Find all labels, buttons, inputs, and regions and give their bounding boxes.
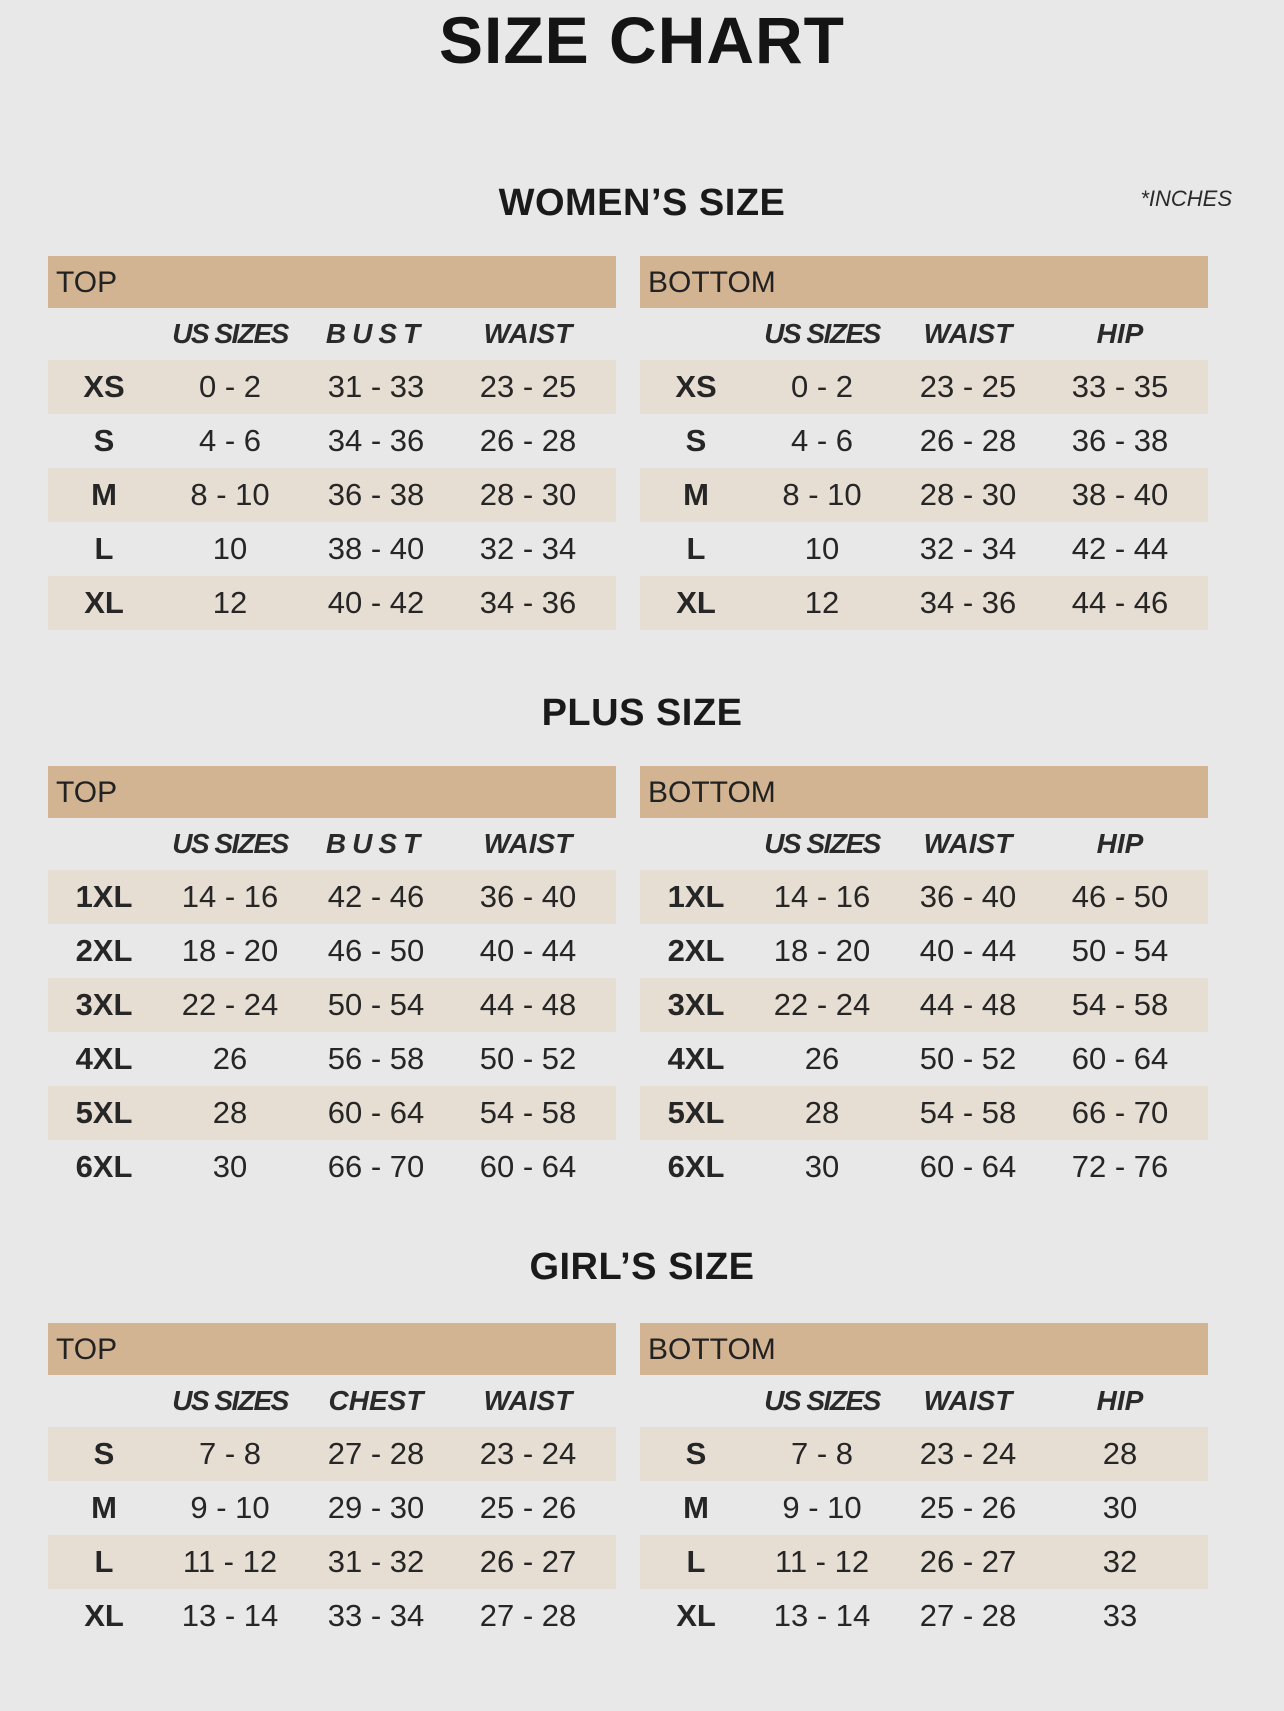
measurement-cell: 60 - 64 xyxy=(479,1149,577,1184)
measurement-cell: 60 - 64 xyxy=(919,1149,1017,1184)
plus-bottom-table xyxy=(640,766,1208,1194)
measurement-cell: 42 - 44 xyxy=(1071,531,1169,566)
size-label: 3XL xyxy=(75,987,133,1022)
measurement-cell: 34 - 36 xyxy=(479,585,577,620)
measurement-cell: 27 - 28 xyxy=(479,1598,577,1633)
womens-bottom-table xyxy=(640,256,1208,630)
table-row xyxy=(48,1140,616,1194)
measurement-cell: 33 xyxy=(1102,1598,1138,1633)
size-label: S xyxy=(685,1436,707,1471)
page-title: SIZE CHART xyxy=(439,3,845,77)
measurement-cell: 66 - 70 xyxy=(1071,1095,1169,1130)
measurement-cell: 11 - 12 xyxy=(774,1544,870,1579)
measurement-cell: 34 - 36 xyxy=(919,585,1017,620)
measurement-cell: 26 xyxy=(212,1041,248,1076)
table-row xyxy=(640,1032,1208,1086)
table-row xyxy=(640,468,1208,522)
column-header: WAIST xyxy=(923,828,1013,859)
measurement-cell: 9 - 10 xyxy=(190,1490,270,1525)
table-row xyxy=(640,1589,1208,1643)
size-label: S xyxy=(685,423,707,458)
table-row xyxy=(640,522,1208,576)
column-header: WAIST xyxy=(483,828,573,859)
column-header: HIP xyxy=(1096,828,1144,859)
size-label: 4XL xyxy=(667,1041,725,1076)
column-header: HIP xyxy=(1096,1385,1144,1416)
table-row xyxy=(48,1535,616,1589)
measurement-cell: 13 - 14 xyxy=(773,1598,871,1633)
measurement-cell: 9 - 10 xyxy=(782,1490,862,1525)
measurement-cell: 27 - 28 xyxy=(919,1598,1017,1633)
measurement-cell: 4 - 6 xyxy=(790,423,854,458)
measurement-cell: 46 - 50 xyxy=(327,933,425,968)
table-row xyxy=(640,1481,1208,1535)
measurement-cell: 50 - 54 xyxy=(327,987,425,1022)
measurement-cell: 28 xyxy=(804,1095,840,1130)
measurement-cell: 54 - 58 xyxy=(479,1095,577,1130)
womens-top-table xyxy=(48,256,616,630)
measurement-cell: 46 - 50 xyxy=(1071,879,1169,914)
measurement-cell: 34 - 36 xyxy=(327,423,425,458)
size-label: M xyxy=(91,477,117,512)
measurement-cell: 14 - 16 xyxy=(181,879,279,914)
table-row xyxy=(640,360,1208,414)
measurement-cell: 7 - 8 xyxy=(198,1436,262,1471)
size-label: 2XL xyxy=(667,933,725,968)
size-label: 3XL xyxy=(667,987,725,1022)
girls-top-table xyxy=(48,1323,616,1643)
measurement-cell: 60 - 64 xyxy=(327,1095,425,1130)
table-section-header: TOP xyxy=(48,256,616,308)
measurement-cell: 33 - 34 xyxy=(327,1598,425,1633)
measurement-cell: 28 - 30 xyxy=(479,477,577,512)
girls-section-title: GIRL’S SIZE xyxy=(529,1246,755,1288)
measurement-cell: 60 - 64 xyxy=(1071,1041,1169,1076)
size-label: L xyxy=(94,1544,114,1579)
column-header: US SIZES xyxy=(764,828,880,859)
measurement-cell: 40 - 44 xyxy=(479,933,577,968)
measurement-cell: 27 - 28 xyxy=(327,1436,425,1471)
measurement-cell: 30 xyxy=(804,1149,840,1184)
measurement-cell: 32 - 34 xyxy=(919,531,1017,566)
measurement-cell: 29 - 30 xyxy=(327,1490,425,1525)
measurement-cell: 30 xyxy=(212,1149,248,1184)
column-header-row xyxy=(640,818,1208,870)
measurement-cell: 8 - 10 xyxy=(190,477,270,512)
measurement-cell: 36 - 38 xyxy=(327,477,425,512)
size-label: M xyxy=(91,1490,117,1525)
column-header: CHEST xyxy=(328,1385,424,1416)
column-header-row xyxy=(48,1375,616,1427)
table-row xyxy=(640,1086,1208,1140)
column-header: WAIST xyxy=(483,1385,573,1416)
measurement-cell: 50 - 52 xyxy=(919,1041,1017,1076)
size-label: S xyxy=(93,423,115,458)
plus-top-table xyxy=(48,766,616,1194)
measurement-cell: 40 - 44 xyxy=(919,933,1017,968)
measurement-cell: 4 - 6 xyxy=(198,423,262,458)
measurement-cell: 22 - 24 xyxy=(181,987,279,1022)
measurement-cell: 18 - 20 xyxy=(181,933,279,968)
measurement-cell: 28 xyxy=(1102,1436,1138,1471)
size-label: 6XL xyxy=(75,1149,133,1184)
table-row xyxy=(640,1427,1208,1481)
measurement-cell: 30 xyxy=(1102,1490,1138,1525)
measurement-cell: 23 - 24 xyxy=(919,1436,1017,1471)
units-note: *INCHES xyxy=(1140,186,1232,211)
table-section-header: TOP xyxy=(48,766,616,818)
measurement-cell: 42 - 46 xyxy=(327,879,425,914)
size-label: L xyxy=(686,531,706,566)
measurement-cell: 11 - 12 xyxy=(182,1544,278,1579)
table-row xyxy=(640,576,1208,630)
size-label: XL xyxy=(84,585,124,620)
size-label: M xyxy=(683,477,709,512)
column-header: US SIZES xyxy=(764,318,880,349)
size-label: 6XL xyxy=(667,1149,725,1184)
measurement-cell: 10 xyxy=(804,531,840,566)
column-header: HIP xyxy=(1096,318,1144,349)
measurement-cell: 36 - 38 xyxy=(1071,423,1169,458)
measurement-cell: 12 xyxy=(804,585,840,620)
column-header: WAIST xyxy=(483,318,573,349)
table-row xyxy=(48,1481,616,1535)
measurement-cell: 25 - 26 xyxy=(919,1490,1017,1525)
table-row xyxy=(640,978,1208,1032)
table-row xyxy=(48,1427,616,1481)
measurement-cell: 22 - 24 xyxy=(773,987,871,1022)
table-row xyxy=(48,468,616,522)
measurement-cell: 32 - 34 xyxy=(479,531,577,566)
table-section-header: TOP xyxy=(48,1323,616,1375)
measurement-cell: 54 - 58 xyxy=(919,1095,1017,1130)
womens-section-title: WOMEN’S SIZE xyxy=(498,182,786,224)
size-label: L xyxy=(686,1544,706,1579)
size-label: XS xyxy=(83,369,125,404)
measurement-cell: 44 - 48 xyxy=(479,987,577,1022)
column-header: WAIST xyxy=(923,318,1013,349)
measurement-cell: 18 - 20 xyxy=(773,933,871,968)
table-row xyxy=(640,414,1208,468)
column-header: US SIZES xyxy=(172,828,288,859)
measurement-cell: 72 - 76 xyxy=(1071,1149,1169,1184)
measurement-cell: 50 - 54 xyxy=(1071,933,1169,968)
measurement-cell: 7 - 8 xyxy=(790,1436,854,1471)
size-label: L xyxy=(94,531,114,566)
measurement-cell: 36 - 40 xyxy=(479,879,577,914)
measurement-cell: 26 - 28 xyxy=(919,423,1017,458)
table-row xyxy=(640,924,1208,978)
table-row xyxy=(48,576,616,630)
size-label: XS xyxy=(675,369,717,404)
measurement-cell: 13 - 14 xyxy=(181,1598,279,1633)
size-label: 5XL xyxy=(75,1095,133,1130)
measurement-cell: 23 - 24 xyxy=(479,1436,577,1471)
measurement-cell: 33 - 35 xyxy=(1071,369,1169,404)
measurement-cell: 66 - 70 xyxy=(327,1149,425,1184)
table-row xyxy=(48,1086,616,1140)
measurement-cell: 38 - 40 xyxy=(1071,477,1169,512)
table-row xyxy=(48,1032,616,1086)
measurement-cell: 26 xyxy=(804,1041,840,1076)
table-row xyxy=(48,1589,616,1643)
measurement-cell: 26 - 27 xyxy=(479,1544,577,1579)
measurement-cell: 54 - 58 xyxy=(1071,987,1169,1022)
measurement-cell: 14 - 16 xyxy=(773,879,871,914)
table-row xyxy=(640,870,1208,924)
plus-section-title: PLUS SIZE xyxy=(541,692,743,734)
table-row xyxy=(48,870,616,924)
table-row xyxy=(48,360,616,414)
measurement-cell: 26 - 28 xyxy=(479,423,577,458)
column-header-row xyxy=(48,818,616,870)
size-label: 4XL xyxy=(75,1041,133,1076)
measurement-cell: 44 - 46 xyxy=(1071,585,1169,620)
measurement-cell: 36 - 40 xyxy=(919,879,1017,914)
table-row xyxy=(640,1140,1208,1194)
table-section-header: BOTTOM xyxy=(640,256,1208,308)
size-label: XL xyxy=(84,1598,124,1633)
measurement-cell: 0 - 2 xyxy=(198,369,262,404)
measurement-cell: 31 - 33 xyxy=(327,369,425,404)
measurement-cell: 32 xyxy=(1102,1544,1138,1579)
measurement-cell: 44 - 48 xyxy=(919,987,1017,1022)
column-header-row xyxy=(640,1375,1208,1427)
column-header: US SIZES xyxy=(764,1385,880,1416)
measurement-cell: 23 - 25 xyxy=(919,369,1017,404)
size-label: 2XL xyxy=(75,933,133,968)
column-header: US SIZES xyxy=(172,1385,288,1416)
table-row xyxy=(48,924,616,978)
size-label: 5XL xyxy=(667,1095,725,1130)
column-header: WAIST xyxy=(923,1385,1013,1416)
measurement-cell: 10 xyxy=(212,531,248,566)
size-label: 1XL xyxy=(75,879,133,914)
size-label: XL xyxy=(676,585,716,620)
measurement-cell: 25 - 26 xyxy=(479,1490,577,1525)
size-label: S xyxy=(93,1436,115,1471)
measurement-cell: 12 xyxy=(212,585,248,620)
measurement-cell: 8 - 10 xyxy=(782,477,862,512)
measurement-cell: 56 - 58 xyxy=(327,1041,425,1076)
table-section-header: BOTTOM xyxy=(640,1323,1208,1375)
column-header: BUST xyxy=(325,318,427,349)
table-row xyxy=(48,978,616,1032)
column-header: BUST xyxy=(325,828,427,859)
measurement-cell: 23 - 25 xyxy=(479,369,577,404)
column-header-row xyxy=(48,308,616,360)
table-section-header: BOTTOM xyxy=(640,766,1208,818)
column-header-row xyxy=(640,308,1208,360)
girls-bottom-table xyxy=(640,1323,1208,1643)
measurement-cell: 26 - 27 xyxy=(919,1544,1017,1579)
measurement-cell: 40 - 42 xyxy=(327,585,425,620)
measurement-cell: 28 xyxy=(212,1095,248,1130)
column-header: US SIZES xyxy=(172,318,288,349)
table-row xyxy=(640,1535,1208,1589)
size-label: XL xyxy=(676,1598,716,1633)
measurement-cell: 50 - 52 xyxy=(479,1041,577,1076)
table-row xyxy=(48,522,616,576)
size-label: M xyxy=(683,1490,709,1525)
measurement-cell: 38 - 40 xyxy=(327,531,425,566)
measurement-cell: 28 - 30 xyxy=(919,477,1017,512)
measurement-cell: 31 - 32 xyxy=(327,1544,425,1579)
measurement-cell: 0 - 2 xyxy=(790,369,854,404)
size-label: 1XL xyxy=(667,879,725,914)
table-row xyxy=(48,414,616,468)
